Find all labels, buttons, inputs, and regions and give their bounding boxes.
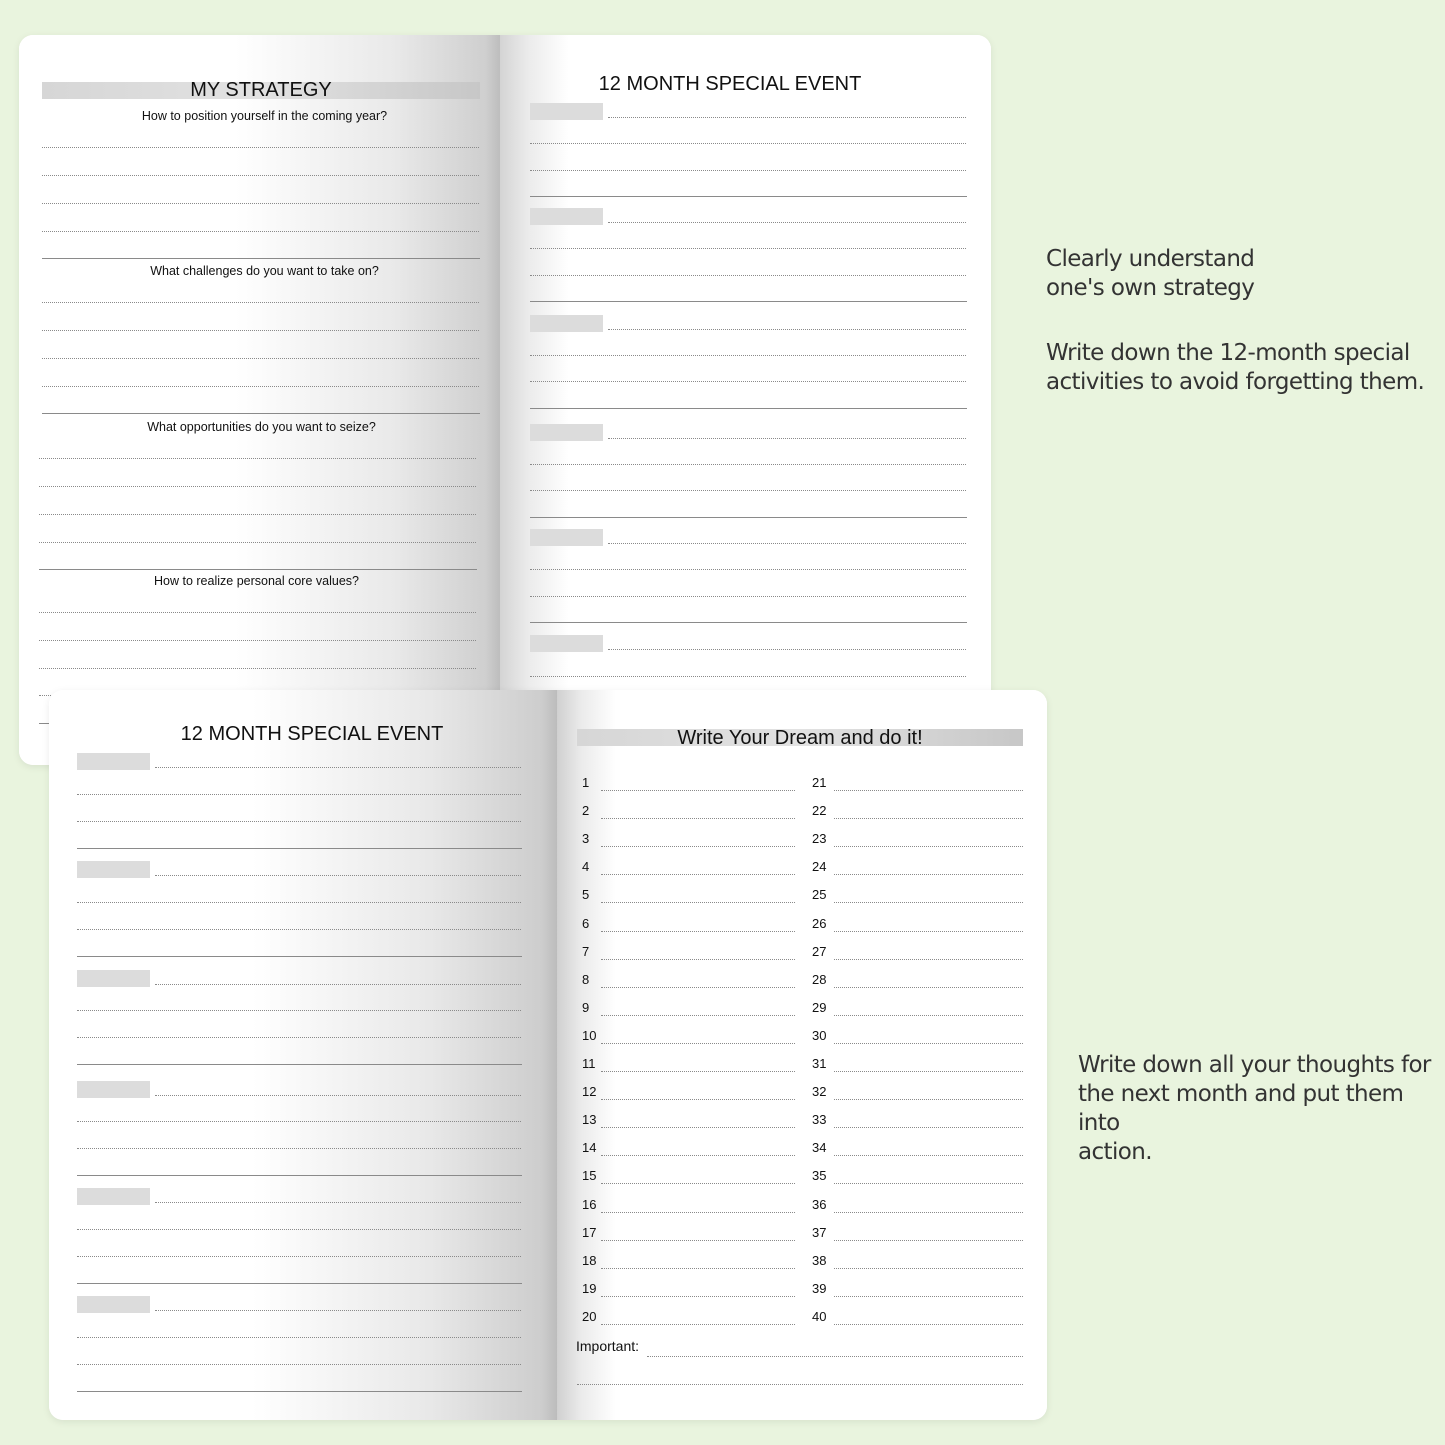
month-label-box	[77, 1296, 150, 1313]
dream-item-number: 16	[582, 1196, 597, 1212]
caption-events-line-1: Write down the 12-month special	[1046, 340, 1410, 366]
my-strategy-page	[19, 35, 500, 765]
caption-events-line-2: activities to avoid forgetting them.	[1046, 369, 1425, 395]
writing-line	[77, 794, 521, 795]
dream-item-line	[834, 1212, 1023, 1213]
dream-item-line	[601, 902, 795, 903]
section-divider	[530, 196, 967, 197]
month-label-box	[530, 315, 603, 332]
dream-item-number: 1	[582, 775, 590, 790]
question-opportunities: What opportunities do you want to seize?	[147, 420, 376, 434]
writing-line	[39, 640, 476, 641]
dream-item-number: 2	[582, 803, 590, 819]
caption-strategy-line-2: one's own strategy	[1046, 275, 1255, 301]
dream-item-number: 28	[812, 971, 827, 987]
dream-item-line	[834, 902, 1023, 903]
writing-line	[530, 170, 966, 171]
dream-list-page	[557, 690, 1047, 1420]
dream-item-line	[601, 1127, 795, 1128]
writing-line	[530, 490, 966, 491]
writing-line	[39, 458, 476, 459]
writing-line	[155, 1095, 521, 1096]
writing-line	[77, 902, 521, 903]
caption-thoughts-line-2: the next month and put them into	[1078, 1081, 1404, 1136]
month-label-box	[530, 424, 603, 441]
dream-item-number: 13	[582, 1112, 597, 1128]
dream-item-number: 8	[582, 971, 590, 987]
dream-item-line	[834, 931, 1023, 932]
section-divider	[39, 569, 477, 570]
writing-line	[530, 464, 966, 465]
writing-line	[608, 222, 966, 223]
dream-item-line	[601, 1155, 795, 1156]
month-label-box	[530, 208, 603, 225]
caption-thoughts-line-1: Write down all your thoughts for	[1078, 1052, 1431, 1078]
dream-item-line	[601, 1043, 795, 1044]
caption-events	[1046, 339, 1424, 397]
writing-line	[39, 542, 476, 543]
dream-item-number: 10	[582, 1027, 597, 1043]
dream-item-line	[601, 1240, 795, 1241]
writing-line	[608, 543, 966, 544]
strategy-title: MY STRATEGY	[190, 79, 332, 101]
dream-item-line	[834, 959, 1023, 960]
dream-item-number: 11	[582, 1056, 596, 1071]
dream-item-number: 5	[582, 887, 590, 903]
writing-line	[530, 355, 966, 356]
writing-line	[155, 875, 521, 876]
dream-item-number: 27	[812, 943, 827, 959]
dream-item-number: 9	[582, 999, 590, 1015]
question-position: How to position yourself in the coming year?	[141, 109, 388, 123]
caption-thoughts	[1078, 1051, 1445, 1167]
writing-line	[155, 1202, 521, 1203]
writing-line	[77, 1256, 521, 1257]
writing-line	[77, 1148, 521, 1149]
dream-item-number: 35	[812, 1168, 827, 1184]
writing-line	[608, 649, 966, 650]
writing-line	[155, 767, 521, 768]
dream-item-number: 18	[582, 1252, 597, 1268]
section-divider	[77, 1391, 522, 1392]
planner-spread-dreams	[49, 690, 1047, 1420]
writing-line	[77, 1010, 521, 1011]
dream-item-line	[834, 1099, 1023, 1100]
writing-line	[608, 117, 966, 118]
dream-item-line	[601, 818, 795, 819]
section-divider	[77, 1064, 522, 1065]
writing-line	[530, 275, 966, 276]
writing-line	[530, 143, 966, 144]
dream-item-number: 23	[812, 831, 827, 847]
month-label-box	[77, 1188, 150, 1205]
dream-item-line	[834, 1043, 1023, 1044]
dream-title: Write Your Dream and do it!	[677, 727, 923, 749]
section-divider	[42, 258, 480, 259]
dream-item-line	[601, 790, 795, 791]
dream-item-line	[834, 1071, 1023, 1072]
caption-strategy-line-1: Clearly understand	[1046, 246, 1255, 272]
section-divider	[77, 1175, 522, 1176]
dream-item-number: 22	[812, 803, 827, 819]
writing-line	[530, 248, 966, 249]
dream-item-line	[834, 1127, 1023, 1128]
dream-item-number: 26	[812, 915, 827, 931]
month-label-box	[77, 753, 150, 770]
dream-item-number: 33	[812, 1112, 827, 1128]
dream-item-line	[834, 1324, 1023, 1325]
writing-line	[42, 386, 479, 387]
dream-item-number: 29	[812, 999, 827, 1015]
dream-item-line	[601, 931, 795, 932]
dream-item-number: 30	[812, 1027, 827, 1043]
section-divider	[42, 413, 480, 414]
dream-item-number: 25	[812, 887, 827, 903]
dream-item-number: 3	[582, 831, 590, 847]
section-divider	[530, 301, 967, 302]
dream-item-number: 36	[812, 1196, 827, 1212]
important-line	[577, 1384, 1023, 1385]
dream-item-number: 19	[582, 1280, 597, 1296]
writing-line	[530, 569, 966, 570]
writing-line	[39, 668, 476, 669]
writing-line	[155, 1310, 521, 1311]
dream-item-line	[601, 1296, 795, 1297]
question-core-values: How to realize personal core values?	[154, 574, 359, 588]
writing-line	[42, 147, 479, 148]
dream-item-number: 17	[582, 1224, 597, 1240]
month-label-box	[77, 1081, 150, 1098]
writing-line	[39, 514, 476, 515]
section-divider	[77, 1283, 522, 1284]
dream-item-line	[601, 987, 795, 988]
section-divider	[530, 517, 967, 518]
caption-strategy	[1046, 245, 1254, 303]
dream-item-line	[601, 846, 795, 847]
dream-item-line	[834, 1296, 1023, 1297]
special-event-page-1	[500, 35, 991, 765]
dream-item-line	[601, 1324, 795, 1325]
dream-item-line	[601, 1268, 795, 1269]
writing-line	[42, 203, 479, 204]
dream-item-number: 7	[582, 943, 590, 959]
dream-item-line	[601, 959, 795, 960]
question-challenges: What challenges do you want to take on?	[150, 264, 379, 278]
writing-line	[42, 358, 479, 359]
month-label-box	[530, 103, 603, 120]
important-line	[647, 1356, 1023, 1357]
writing-line	[42, 302, 479, 303]
writing-line	[42, 175, 479, 176]
writing-line	[530, 676, 966, 677]
writing-line	[39, 612, 476, 613]
dream-item-line	[834, 874, 1023, 875]
dream-item-line	[601, 1212, 795, 1213]
dream-item-number: 32	[812, 1084, 827, 1100]
dream-item-line	[834, 1240, 1023, 1241]
dream-item-number: 40	[812, 1308, 827, 1324]
dream-item-line	[834, 1155, 1023, 1156]
dream-item-number: 31	[812, 1056, 827, 1071]
dream-item-line	[834, 1268, 1023, 1269]
special-event-title: 12 MONTH SPECIAL EVENT	[180, 723, 444, 745]
caption-thoughts-line-3: action.	[1078, 1139, 1152, 1165]
dream-item-line	[834, 818, 1023, 819]
writing-line	[608, 438, 966, 439]
writing-line	[155, 984, 521, 985]
writing-line	[39, 486, 476, 487]
section-divider	[530, 622, 967, 623]
dream-item-number: 24	[812, 859, 827, 875]
section-divider	[77, 956, 522, 957]
writing-line	[530, 596, 966, 597]
dream-item-number: 39	[812, 1280, 827, 1296]
dream-item-number: 37	[812, 1224, 827, 1240]
dream-item-number: 6	[582, 915, 590, 931]
dream-item-number: 21	[812, 775, 827, 790]
writing-line	[77, 821, 521, 822]
dream-item-number: 34	[812, 1140, 827, 1156]
dream-item-number: 4	[582, 859, 590, 875]
month-label-box	[530, 635, 603, 652]
section-divider	[530, 408, 967, 409]
writing-line	[608, 329, 966, 330]
month-label-box	[77, 861, 150, 878]
dream-item-number: 38	[812, 1252, 827, 1268]
dream-item-number: 15	[582, 1168, 597, 1184]
dream-item-line	[834, 790, 1023, 791]
writing-line	[530, 381, 966, 382]
month-label-box	[77, 970, 150, 987]
dream-item-line	[834, 846, 1023, 847]
dream-item-line	[601, 1099, 795, 1100]
writing-line	[42, 231, 479, 232]
dream-item-line	[601, 1071, 795, 1072]
writing-line	[77, 1229, 521, 1230]
dream-item-line	[601, 1015, 795, 1016]
section-divider	[77, 848, 522, 849]
important-label: Important:	[576, 1338, 640, 1354]
dream-item-line	[834, 1183, 1023, 1184]
special-event-page-2	[49, 690, 557, 1420]
dream-item-line	[601, 874, 795, 875]
writing-line	[77, 929, 521, 930]
writing-line	[77, 1121, 521, 1122]
dream-item-line	[601, 1183, 795, 1184]
special-event-title: 12 MONTH SPECIAL EVENT	[598, 73, 862, 95]
planner-spread-strategy	[19, 35, 991, 765]
section-divider	[39, 723, 49, 724]
dream-item-number: 20	[582, 1308, 597, 1324]
dream-item-number: 14	[582, 1140, 597, 1156]
dream-item-line	[834, 987, 1023, 988]
dream-item-number: 12	[582, 1084, 597, 1100]
month-label-box	[530, 529, 603, 546]
dream-item-line	[834, 1015, 1023, 1016]
writing-line	[77, 1337, 521, 1338]
writing-line	[77, 1364, 521, 1365]
writing-line	[77, 1037, 521, 1038]
writing-line	[42, 330, 479, 331]
